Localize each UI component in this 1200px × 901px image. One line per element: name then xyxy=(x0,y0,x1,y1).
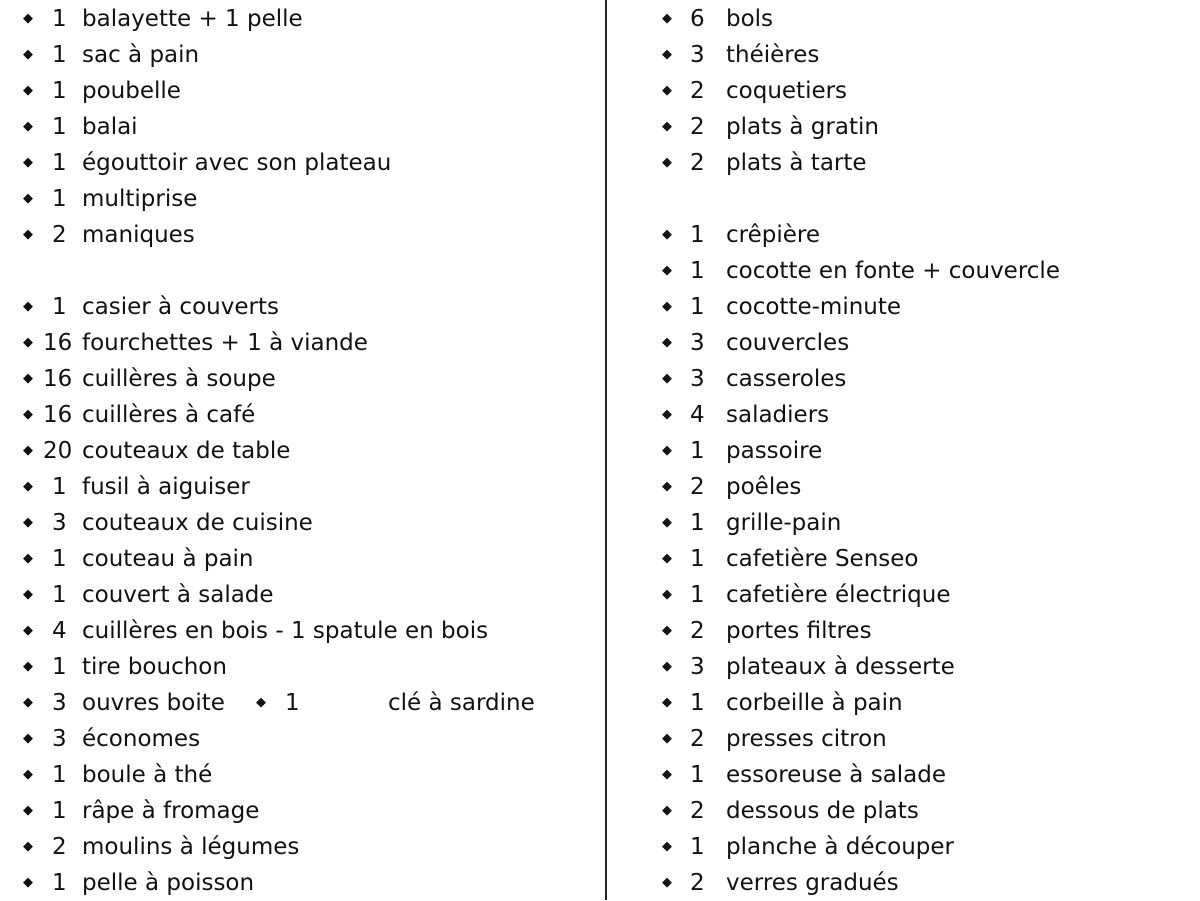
diamond-bullet-icon: ◆ xyxy=(23,407,33,422)
item-label: égouttoir avec son plateau xyxy=(82,150,392,176)
item-label: fusil à aiguiser xyxy=(82,474,250,500)
diamond-bullet-icon: ◆ xyxy=(23,803,33,818)
item-quantity: 1 xyxy=(52,78,67,104)
item-label: maniques xyxy=(82,222,195,248)
item-quantity: 2 xyxy=(690,150,705,176)
item-quantity: 2 xyxy=(690,798,705,824)
item-quantity: 1 xyxy=(52,294,67,320)
inventory-item xyxy=(0,469,600,505)
diamond-bullet-icon: ◆ xyxy=(23,659,33,674)
item-label: économes xyxy=(82,726,201,752)
item-label: cocotte en fonte + couvercle xyxy=(726,258,1060,284)
item-label: râpe à fromage xyxy=(82,798,260,824)
inventory-item xyxy=(608,649,1200,685)
item-quantity: 1 xyxy=(52,546,67,572)
diamond-bullet-icon: ◆ xyxy=(662,119,672,134)
inventory-item xyxy=(0,577,600,613)
diamond-bullet-icon: ◆ xyxy=(662,11,672,26)
inventory-item xyxy=(0,433,600,469)
inventory-item xyxy=(608,73,1200,109)
item-label: bols xyxy=(726,6,774,32)
item-quantity: 3 xyxy=(52,690,67,716)
diamond-bullet-icon: ◆ xyxy=(23,479,33,494)
diamond-bullet-icon: ◆ xyxy=(23,587,33,602)
diamond-bullet-icon: ◆ xyxy=(23,47,33,62)
inventory-item xyxy=(0,757,600,793)
diamond-bullet-icon: ◆ xyxy=(23,875,33,890)
diamond-bullet-icon: ◆ xyxy=(23,11,33,26)
item-label: crêpière xyxy=(726,222,820,248)
item-label: tire bouchon xyxy=(82,654,227,680)
item-quantity: 1 xyxy=(285,690,300,716)
item-quantity: 1 xyxy=(690,258,705,284)
item-label: casseroles xyxy=(726,366,847,392)
item-label: poêles xyxy=(726,474,802,500)
inventory-item xyxy=(0,217,600,253)
diamond-bullet-icon: ◆ xyxy=(23,371,33,386)
inventory-item xyxy=(0,829,600,865)
item-quantity: 2 xyxy=(690,474,705,500)
inventory-item xyxy=(608,757,1200,793)
item-quantity: 1 xyxy=(52,870,67,896)
item-label: cocotte-minute xyxy=(726,294,902,320)
item-quantity: 1 xyxy=(690,690,705,716)
item-quantity: 2 xyxy=(690,114,705,140)
diamond-bullet-icon: ◆ xyxy=(23,623,33,638)
inventory-item xyxy=(608,793,1200,829)
diamond-bullet-icon: ◆ xyxy=(23,119,33,134)
inventory-item xyxy=(0,649,600,685)
diamond-bullet-icon: ◆ xyxy=(23,839,33,854)
inventory-item xyxy=(608,505,1200,541)
item-label: couvert à salade xyxy=(82,582,274,608)
diamond-bullet-icon: ◆ xyxy=(662,371,672,386)
inventory-item xyxy=(0,505,600,541)
item-label: couteaux de cuisine xyxy=(82,510,313,536)
diamond-bullet-icon: ◆ xyxy=(662,515,672,530)
inventory-item xyxy=(608,829,1200,865)
inventory-item xyxy=(608,361,1200,397)
inventory-item xyxy=(608,217,1200,253)
item-label: cafetière électrique xyxy=(726,582,951,608)
diamond-bullet-icon: ◆ xyxy=(662,407,672,422)
item-quantity: 1 xyxy=(52,6,67,32)
item-label: cuillères à soupe xyxy=(82,366,276,392)
item-quantity: 1 xyxy=(690,222,705,248)
item-quantity: 1 xyxy=(52,150,67,176)
diamond-bullet-icon: ◆ xyxy=(662,335,672,350)
item-label: couteau à pain xyxy=(82,546,254,572)
inventory-item xyxy=(0,37,600,73)
item-label: moulins à légumes xyxy=(82,834,300,860)
diamond-bullet-icon: ◆ xyxy=(662,803,672,818)
item-quantity: 1 xyxy=(52,42,67,68)
item-quantity: 1 xyxy=(690,834,705,860)
diamond-bullet-icon: ◆ xyxy=(662,587,672,602)
item-quantity: 1 xyxy=(52,798,67,824)
inventory-item xyxy=(608,1,1200,37)
item-label: théières xyxy=(726,42,820,68)
inventory-item xyxy=(0,685,600,721)
inventory-item xyxy=(0,865,600,901)
diamond-bullet-icon: ◆ xyxy=(662,659,672,674)
column-divider xyxy=(605,0,607,900)
inventory-item xyxy=(608,685,1200,721)
item-label: boule à thé xyxy=(82,762,213,788)
item-quantity: 2 xyxy=(52,834,67,860)
item-label: saladiers xyxy=(726,402,830,428)
inventory-item xyxy=(0,109,600,145)
inventory-item xyxy=(608,577,1200,613)
diamond-bullet-icon: ◆ xyxy=(662,875,672,890)
inventory-item xyxy=(608,721,1200,757)
item-label: cafetière Senseo xyxy=(726,546,919,572)
diamond-bullet-icon: ◆ xyxy=(662,83,672,98)
inventory-item xyxy=(0,541,600,577)
item-quantity: 1 xyxy=(690,582,705,608)
item-quantity: 3 xyxy=(690,366,705,392)
diamond-bullet-icon: ◆ xyxy=(23,731,33,746)
diamond-bullet-icon: ◆ xyxy=(23,227,33,242)
item-quantity: 16 xyxy=(43,402,73,428)
item-quantity: 1 xyxy=(52,186,67,212)
inventory-item xyxy=(608,865,1200,901)
item-label: multiprise xyxy=(82,186,198,212)
item-label: essoreuse à salade xyxy=(726,762,947,788)
item-label: casier à couverts xyxy=(82,294,279,320)
item-label: coquetiers xyxy=(726,78,848,104)
inventory-item xyxy=(608,469,1200,505)
item-quantity: 1 xyxy=(52,582,67,608)
diamond-bullet-icon: ◆ xyxy=(23,443,33,458)
item-label: balai xyxy=(82,114,138,140)
item-quantity: 1 xyxy=(690,762,705,788)
item-quantity: 2 xyxy=(690,726,705,752)
diamond-bullet-icon: ◆ xyxy=(662,551,672,566)
item-label: portes filtres xyxy=(726,618,872,644)
item-label: presses citron xyxy=(726,726,887,752)
diamond-bullet-icon: ◆ xyxy=(23,299,33,314)
diamond-bullet-icon: ◆ xyxy=(23,695,33,710)
item-label: poubelle xyxy=(82,78,181,104)
item-quantity: 3 xyxy=(52,726,67,752)
diamond-bullet-icon: ◆ xyxy=(23,767,33,782)
diamond-bullet-icon: ◆ xyxy=(662,731,672,746)
item-quantity: 4 xyxy=(52,618,67,644)
inventory-item xyxy=(608,613,1200,649)
item-quantity: 1 xyxy=(52,654,67,680)
inventory-item xyxy=(0,361,600,397)
item-quantity: 1 xyxy=(52,762,67,788)
inventory-item xyxy=(608,145,1200,181)
item-quantity: 6 xyxy=(690,6,705,32)
item-quantity: 2 xyxy=(690,618,705,644)
item-quantity: 3 xyxy=(690,654,705,680)
inventory-item xyxy=(0,397,600,433)
item-quantity: 1 xyxy=(52,114,67,140)
inventory-item xyxy=(608,433,1200,469)
item-quantity: 1 xyxy=(690,438,705,464)
diamond-bullet-icon: ◆ xyxy=(23,335,33,350)
item-quantity: 1 xyxy=(690,546,705,572)
item-quantity: 3 xyxy=(690,42,705,68)
inventory-item xyxy=(608,289,1200,325)
item-quantity: 20 xyxy=(43,438,73,464)
item-label: dessous de plats xyxy=(726,798,919,824)
diamond-bullet-icon: ◆ xyxy=(662,299,672,314)
diamond-bullet-icon: ◆ xyxy=(662,479,672,494)
item-label: balayette + 1 pelle xyxy=(82,6,303,32)
diamond-bullet-icon: ◆ xyxy=(662,263,672,278)
item-label: plats à gratin xyxy=(726,114,879,140)
inventory-item xyxy=(0,793,600,829)
item-label: cuillères en bois - 1 spatule en bois xyxy=(82,618,489,644)
item-label: grille-pain xyxy=(726,510,842,536)
item-label: planche à découper xyxy=(726,834,955,860)
item-label: plats à tarte xyxy=(726,150,867,176)
inventory-item xyxy=(608,541,1200,577)
diamond-bullet-icon: ◆ xyxy=(662,227,672,242)
diamond-bullet-icon: ◆ xyxy=(662,623,672,638)
diamond-bullet-icon: ◆ xyxy=(256,695,266,710)
item-label: couteaux de table xyxy=(82,438,291,464)
inventory-item xyxy=(0,721,600,757)
item-label: cuillères à café xyxy=(82,402,256,428)
inventory-item xyxy=(0,1,600,37)
item-quantity: 2 xyxy=(690,78,705,104)
inventory-item xyxy=(608,37,1200,73)
diamond-bullet-icon: ◆ xyxy=(23,551,33,566)
diamond-bullet-icon: ◆ xyxy=(662,839,672,854)
item-label: plateaux à desserte xyxy=(726,654,955,680)
item-label: sac à pain xyxy=(82,42,200,68)
diamond-bullet-icon: ◆ xyxy=(23,83,33,98)
inventory-item xyxy=(0,145,600,181)
inventory-item xyxy=(0,325,600,361)
item-label: pelle à poisson xyxy=(82,870,255,896)
item-quantity: 1 xyxy=(690,510,705,536)
item-quantity: 3 xyxy=(690,330,705,356)
inventory-item xyxy=(608,397,1200,433)
item-quantity: 3 xyxy=(52,510,67,536)
inventory-item xyxy=(608,109,1200,145)
item-label: corbeille à pain xyxy=(726,690,903,716)
item-label: ouvres boite xyxy=(82,690,225,716)
diamond-bullet-icon: ◆ xyxy=(662,695,672,710)
diamond-bullet-icon: ◆ xyxy=(662,155,672,170)
item-label: couvercles xyxy=(726,330,850,356)
item-label: passoire xyxy=(726,438,823,464)
item-quantity: 2 xyxy=(52,222,67,248)
inventory-item xyxy=(0,613,600,649)
diamond-bullet-icon: ◆ xyxy=(662,47,672,62)
inventory-item xyxy=(608,325,1200,361)
item-quantity: 2 xyxy=(690,870,705,896)
item-quantity: 1 xyxy=(690,294,705,320)
item-quantity: 4 xyxy=(690,402,705,428)
diamond-bullet-icon: ◆ xyxy=(23,515,33,530)
inventory-item xyxy=(608,253,1200,289)
item-label: verres gradués xyxy=(726,870,899,896)
item-quantity: 1 xyxy=(52,474,67,500)
inventory-item xyxy=(0,73,600,109)
diamond-bullet-icon: ◆ xyxy=(23,155,33,170)
item-quantity: 16 xyxy=(43,330,73,356)
item-label: clé à sardine xyxy=(388,690,535,716)
diamond-bullet-icon: ◆ xyxy=(23,191,33,206)
item-label: fourchettes + 1 à viande xyxy=(82,330,368,356)
inventory-item xyxy=(0,289,600,325)
diamond-bullet-icon: ◆ xyxy=(662,443,672,458)
diamond-bullet-icon: ◆ xyxy=(662,767,672,782)
inventory-item xyxy=(0,181,600,217)
item-quantity: 16 xyxy=(43,366,73,392)
